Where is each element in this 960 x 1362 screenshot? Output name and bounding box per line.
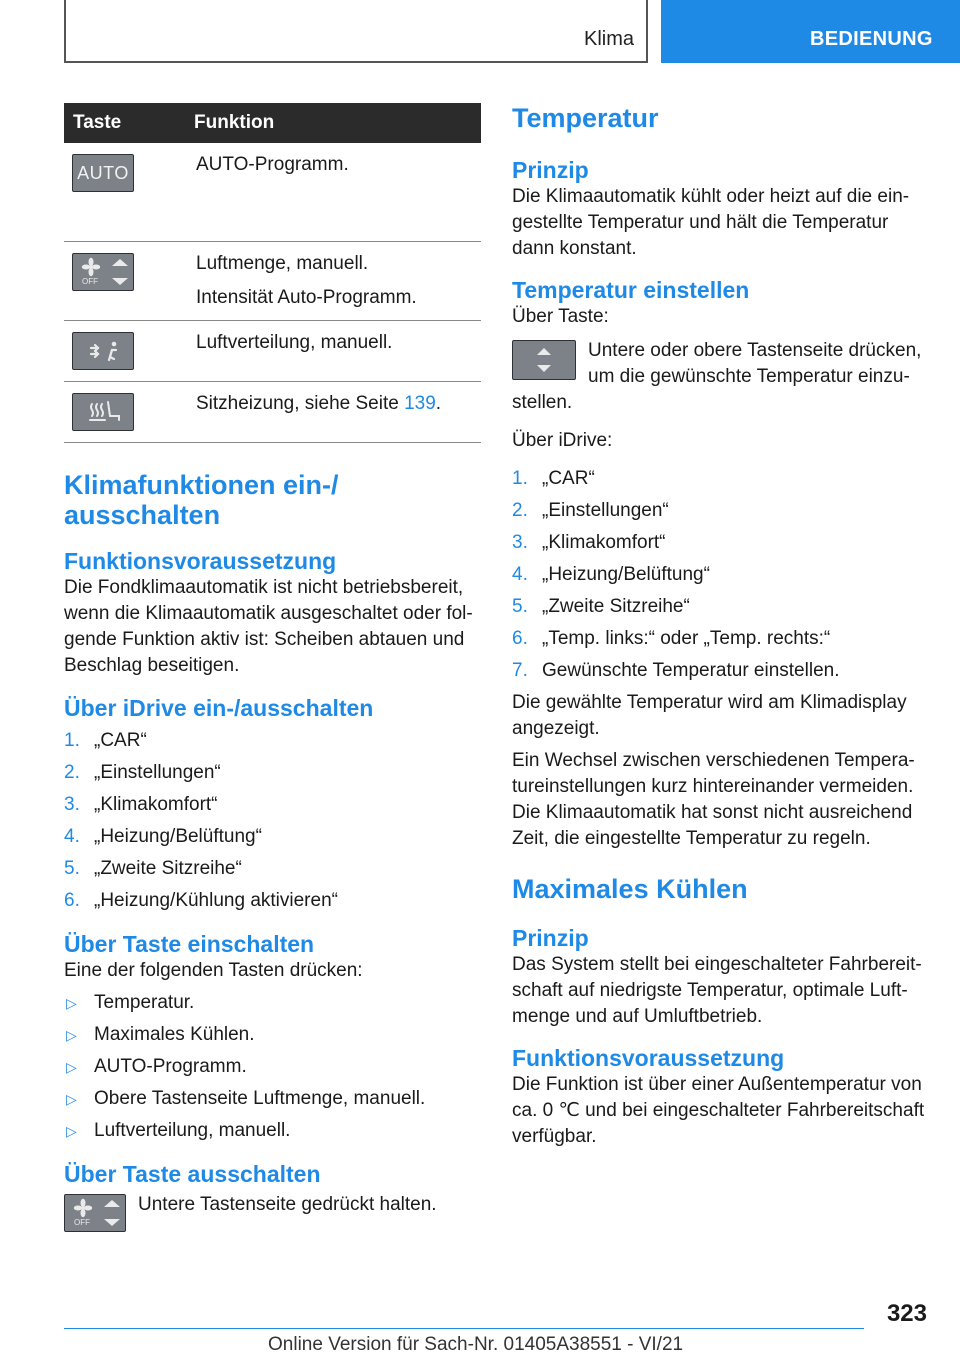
- list-item: 3. „Klimakomfort“: [512, 532, 666, 553]
- paragraph-via-key: Über Taste:: [512, 306, 609, 327]
- paragraph-via-idrive: Über iDrive:: [512, 430, 613, 451]
- fan-off-key-icon: [72, 253, 134, 291]
- off-label: OFF: [74, 1218, 90, 1227]
- seat-heating-period: .: [435, 393, 442, 414]
- list-item: 6. „Temp. links:“ oder „Temp. rechts:“: [512, 628, 831, 649]
- paragraph-key-text: Untere oder obere Tastenseite drücken, um die gewünschte Temperatur einzu-stellen.: [512, 340, 922, 413]
- paragraph-requirements-max: Die Funktion ist über einer Außentemperatur von ca. 0 ℃ und bei eingeschalteter Fahrbereitschaft verfügbar.: [512, 1074, 925, 1147]
- list-item: 2. „Einstellungen“: [64, 762, 221, 783]
- table-cell-function: Luftverteilung, manuell.: [196, 332, 393, 353]
- list-item: ▷ Obere Tastenseite Luftmenge, manuell.: [64, 1086, 481, 1112]
- header-chapter-title: BEDIENUNG: [810, 28, 933, 50]
- list-item: 1. „CAR“: [512, 468, 595, 489]
- table-row: [64, 321, 481, 382]
- list-item: 3. „Klimakomfort“: [64, 794, 218, 815]
- heading-principle: Prinzip: [512, 925, 589, 951]
- heading-temperature: Temperatur: [512, 103, 659, 133]
- table-cell-function: [196, 390, 481, 418]
- list-item: 5. „Zweite Sitzreihe“: [64, 858, 242, 879]
- table-row: [64, 143, 481, 242]
- heading-principle: Prinzip: [512, 157, 589, 183]
- left-column: [64, 103, 481, 1236]
- air-distribution-key-icon: [72, 332, 134, 370]
- paragraph-key-switch-on: Eine der folgenden Tasten drücken:: [64, 960, 363, 981]
- table-cell-function: AUTO-Programm.: [196, 154, 349, 175]
- right-column: [512, 103, 928, 1150]
- list-item: 5. „Zweite Sitzreihe“: [512, 596, 690, 617]
- list-item: 7. Gewünschte Temperatur einstellen.: [512, 660, 840, 681]
- auto-key-label: AUTO: [77, 163, 129, 183]
- list-item: 6. „Heizung/Kühlung aktivieren“: [64, 890, 338, 911]
- list-item: 4. „Heizung/Belüftung“: [64, 826, 262, 847]
- paragraph-display: Die gewählte Temperatur wird am Klimadisplay angezeigt.: [512, 692, 907, 739]
- header-section-title: Klima: [583, 28, 634, 50]
- heading-requirements: Funktionsvoraussetzung: [512, 1045, 785, 1071]
- list-item: ▷ AUTO-Programm.: [64, 1054, 481, 1080]
- list-item: ▷ Temperatur.: [64, 990, 481, 1016]
- paragraph-principle: Die Klimaautomatik kühlt oder heizt auf die ein-gestellte Temperatur und hält die Temperatur dann konstant.: [512, 186, 910, 259]
- list-item: ▷ Maximales Kühlen.: [64, 1022, 481, 1048]
- paragraph-principle-max: Das System stellt bei eingeschalteter Fahrbereit-schaft auf niedrigste Temperatur, optimale Luft-menge und auf Umluftbetrieb.: [512, 954, 922, 1027]
- paragraph-key-switch-off: Untere Tastenseite gedrückt halten.: [138, 1194, 437, 1215]
- temperature-idrive-steps-list: [512, 466, 928, 684]
- paragraph-requirements: Die Fondklimaautomatik ist nicht betriebsbereit, wenn die Klimaautomatik ausgeschaltet oder fol-gende Funktion aktiv ist: Scheiben abtauen und Beschlag beseitigen.: [64, 577, 473, 676]
- heading-key-switch-on: Über Taste einschalten: [64, 931, 315, 957]
- paragraph-switch: Ein Wechsel zwischen verschiedenen Tempera-tureinstellungen kurz hintereinander vermeiden. Die Klimaautomatik hat sonst nicht ausreichend Zeit, die eingestellte Temperatur zu regeln.: [512, 750, 915, 849]
- fan-off-key-icon: [64, 1194, 126, 1232]
- off-label: OFF: [82, 277, 98, 286]
- heading-climate-on-off: Klimafunktionen ein-/ ausschalten: [64, 470, 339, 530]
- auto-key-icon: [72, 154, 134, 192]
- table-header-function: Funktion: [194, 103, 481, 143]
- header-section-box: [64, 0, 648, 63]
- table-row: [64, 382, 481, 443]
- footer-divider: [64, 1328, 864, 1329]
- table-header-key: Taste: [64, 103, 194, 143]
- idrive-steps-list: [64, 728, 481, 914]
- heading-set-temperature: Temperatur einstellen: [512, 277, 750, 303]
- triangle-bullet-icon: ▷: [66, 1123, 77, 1139]
- heading-idrive-on-off: Über iDrive ein-/ausschalten: [64, 695, 374, 721]
- table-header-row: [64, 103, 481, 143]
- list-item: 1. „CAR“: [64, 730, 147, 751]
- key-function-table: [64, 103, 481, 443]
- header-chapter-box: [661, 0, 960, 63]
- heading-requirements: Funktionsvoraussetzung: [64, 548, 337, 574]
- triangle-bullet-icon: ▷: [66, 1091, 77, 1107]
- table-cell-function: Intensität Auto-Programm.: [196, 287, 417, 308]
- triangle-bullet-icon: ▷: [66, 1059, 77, 1075]
- table-row: [64, 242, 481, 321]
- page-number: 323: [886, 1300, 927, 1327]
- list-item: 2. „Einstellungen“: [512, 500, 669, 521]
- seat-heating-text: Sitzheizung, siehe Seite: [196, 393, 405, 414]
- list-item: ▷ Luftverteilung, manuell.: [64, 1118, 481, 1144]
- heading-key-switch-off: Über Taste ausschalten: [64, 1161, 321, 1187]
- footer-text: Online Version für Sach-Nr. 01405A38551 - VI/21: [268, 1334, 684, 1355]
- key-switch-on-list: [64, 990, 481, 1144]
- seat-heating-key-icon: [72, 393, 134, 431]
- triangle-bullet-icon: ▷: [66, 1027, 77, 1043]
- heading-max-cooling: Maximales Kühlen: [512, 874, 748, 904]
- triangle-bullet-icon: ▷: [66, 995, 77, 1011]
- page-link-139[interactable]: 139: [404, 393, 436, 414]
- table-cell-function: Luftmenge, manuell.: [196, 253, 369, 274]
- temperature-key-icon: [512, 340, 576, 380]
- list-item: 4. „Heizung/Belüftung“: [512, 564, 710, 585]
